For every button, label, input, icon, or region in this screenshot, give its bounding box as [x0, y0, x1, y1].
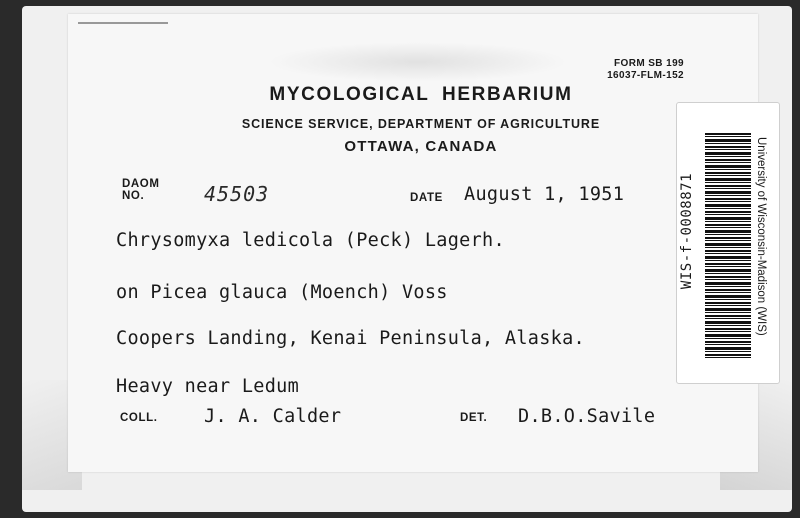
collector-name: J. A. Calder	[204, 406, 342, 427]
locality: Coopers Landing, Kenai Peninsula, Alaska.	[116, 328, 585, 349]
barcode	[705, 133, 751, 358]
collector-caption: COLL.	[120, 412, 158, 424]
date-caption: DATE	[410, 192, 443, 204]
herbarium-label	[68, 14, 758, 472]
label-edge-mark	[78, 22, 168, 24]
form-number: FORM SB 199	[614, 58, 684, 69]
host-plant: on Picea glauca (Moench) Voss	[116, 282, 448, 303]
herbarium-location: OTTAWA, CANADA	[344, 138, 498, 155]
institution-name: University of Wisconsin-Madison (WIS)	[755, 137, 767, 336]
catalog-code: WIS-f-0008871	[679, 173, 695, 290]
herbarium-department: SCIENCE SERVICE, DEPARTMENT OF AGRICULTURE	[241, 117, 601, 131]
habitat-notes: Heavy near Ledum	[116, 376, 300, 397]
barcode-tag	[676, 102, 780, 384]
form-code: 16037-FLM-152	[607, 70, 684, 81]
daom-number: 45503	[204, 182, 270, 206]
form-identifier	[607, 58, 684, 82]
herbarium-title: MYCOLOGICAL HERBARIUM	[269, 84, 573, 105]
daom-caption: DAOM NO.	[122, 178, 160, 202]
determiner-caption: DET.	[460, 412, 488, 424]
collection-date: August 1, 1951	[464, 184, 625, 205]
bleed-through-smudge	[268, 42, 568, 82]
determiner-name: D.B.O.Savile	[518, 406, 656, 427]
species-name: Chrysomyxa ledicola (Peck) Lagerh.	[116, 230, 505, 251]
